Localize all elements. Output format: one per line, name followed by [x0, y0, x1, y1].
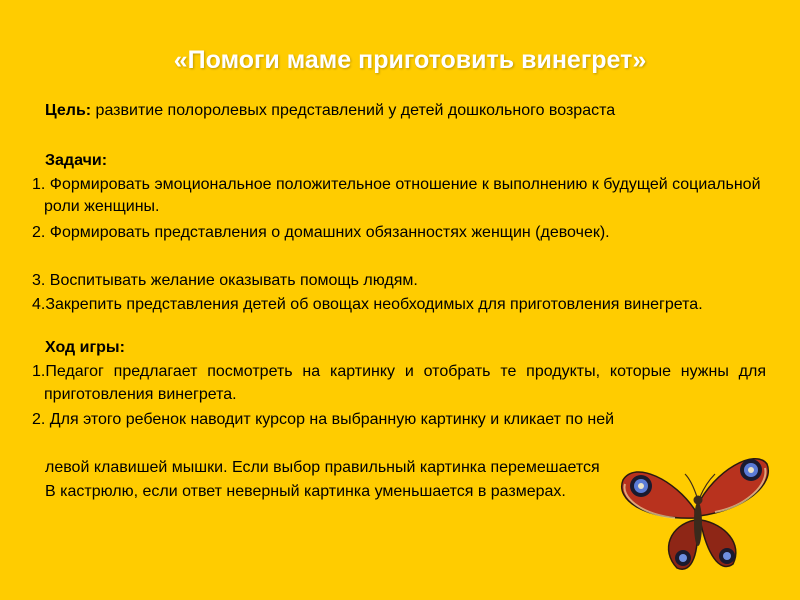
task-item: 4.Закрепить представления детей об овощах необходимых для приготовления винегрета.: [32, 296, 703, 313]
goal-line: [45, 100, 785, 122]
slide-title: «Помоги маме приготовить винегрет»: [173, 46, 647, 74]
task-item: 3. Воспитывать желание оказывать помощь людям.: [32, 272, 418, 289]
game-heading: Ход игры:: [45, 339, 125, 356]
game-step-2: 2. Для этого ребенок наводит курсор на выбранную картинку и кликает по ней: [32, 411, 615, 428]
butterfly-image: [615, 440, 775, 580]
task-item: 2. Формировать представления о домашних обязанностях женщин (девочек).: [32, 224, 610, 241]
game-step-1: 1.Педагог предлагает посмотреть на картинку и отобрать те продукты, которые нужны для приготовления винегрета.: [32, 363, 766, 403]
goal-label: Цель:: [45, 102, 92, 119]
tasks-heading: Задачи:: [45, 152, 108, 169]
game-step-line-4: В кастрюлю, если ответ неверный картинка уменьшается в размерах.: [45, 483, 566, 500]
game-step-line-3: левой клавишей мышки. Если выбор правильный картинка перемешается: [45, 459, 600, 476]
goal-text: развитие полоролевых представлений у детей дошкольного возраста: [91, 102, 616, 119]
task-item: 1. Формировать эмоциональное положительное отношение к выполнению к будущей социальной роли женщины.: [32, 176, 761, 215]
